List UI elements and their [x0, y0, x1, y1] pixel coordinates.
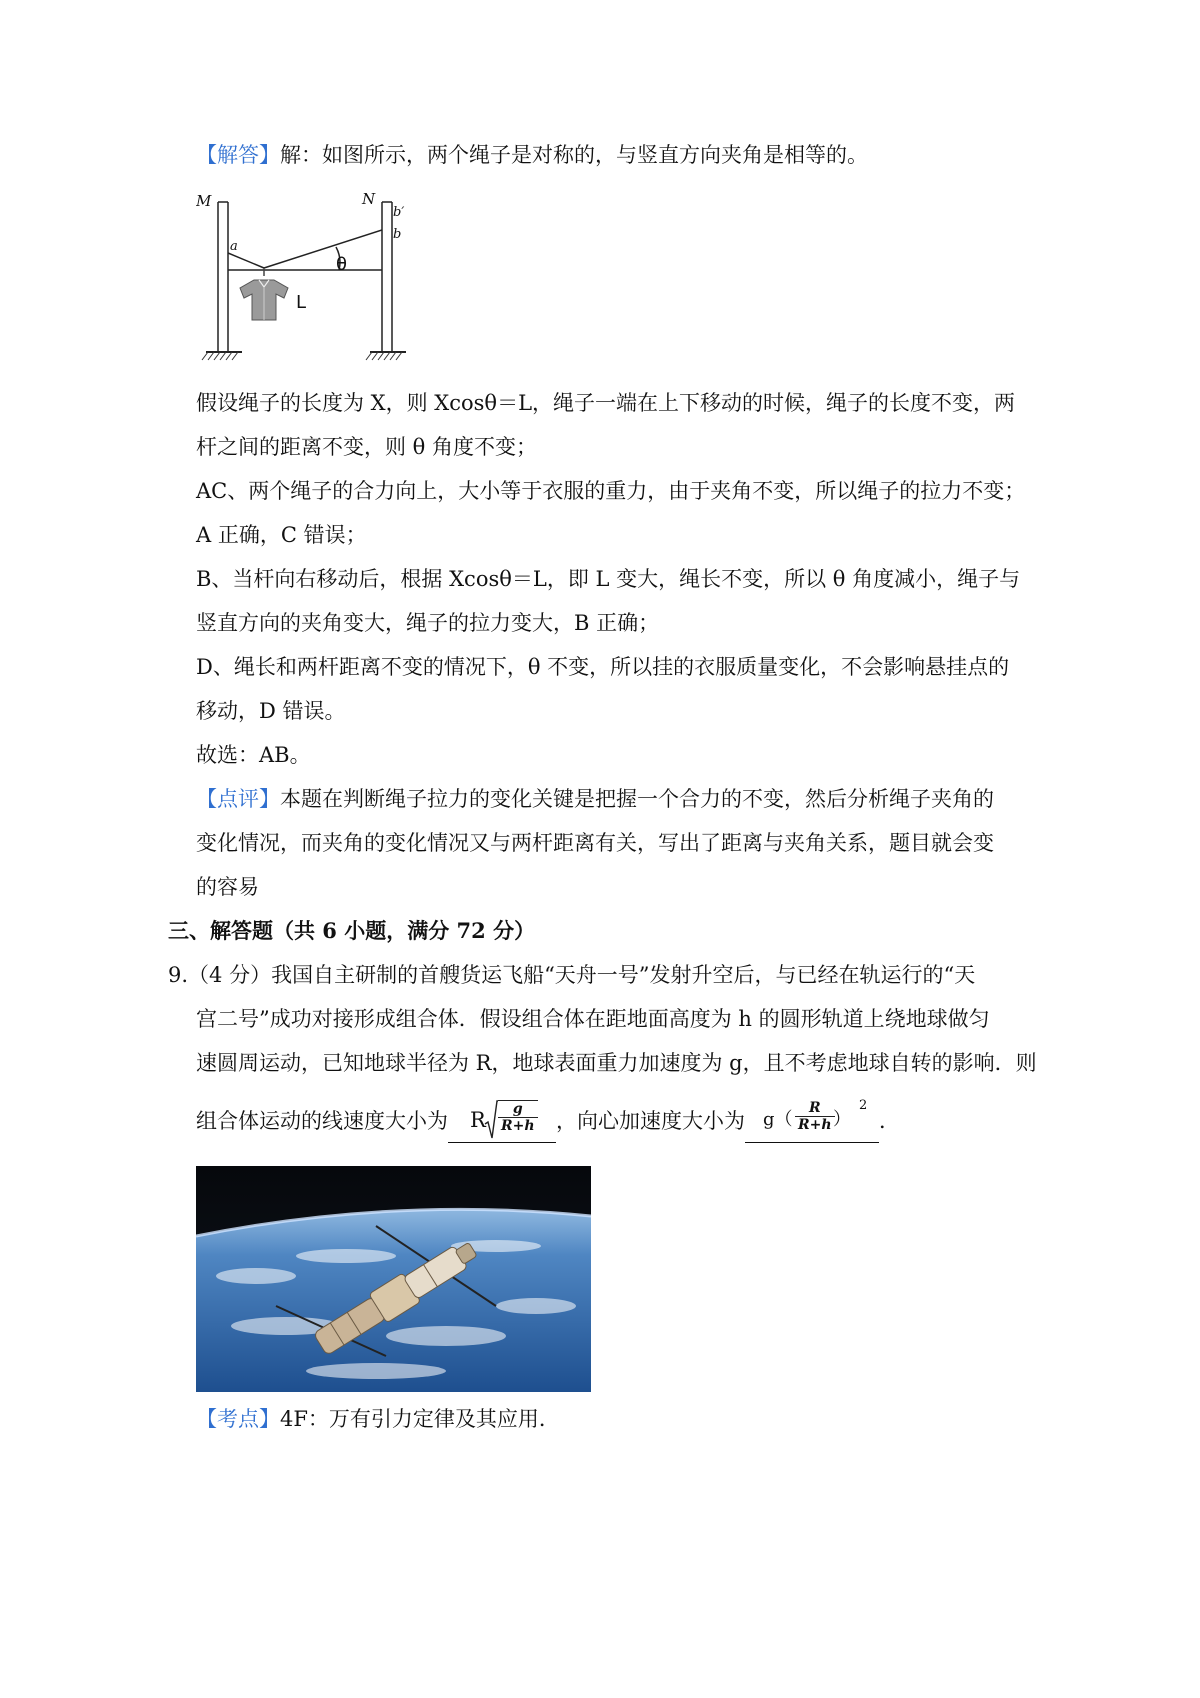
ans1-numerator: g: [498, 1101, 538, 1118]
exam-point-text: 4F：万有引力定律及其应用．: [280, 1407, 560, 1431]
exam-point-tag: 【考点】: [196, 1407, 280, 1431]
label-b: b: [393, 227, 402, 242]
label-L: L: [296, 292, 307, 313]
para-3-line-2: 竖直方向的夹角变大，绳子的拉力变大，B 正确；: [196, 611, 660, 635]
solution-tag: 【解答】: [196, 143, 280, 167]
sqrt-sign-icon: [484, 1100, 498, 1140]
spacecraft-earth-image: [196, 1166, 591, 1392]
question-9-line-3: 速圆周运动，已知地球半径为 R，地球表面重力加速度为 g，且不考虑地球自转的影响．则: [196, 1051, 1037, 1075]
label-theta: θ: [336, 254, 348, 275]
label-bprime: b′: [393, 205, 405, 220]
para-1-line-1: 假设绳子的长度为 X，则 Xcosθ＝L，绳子一端在上下移动的时候，绳子的长度不变，两: [196, 391, 1016, 415]
comment-tag: 【点评】: [196, 787, 280, 811]
ans2-fraction: [795, 1100, 835, 1133]
para-4-line-1: D、绳长和两杆距离不变的情况下，θ 不变，所以挂的衣服质量变化，不会影响悬挂点的: [196, 655, 1010, 679]
comment-line-2: 变化情况，而夹角的变化情况又与两杆距离有关，写出了距离与夹角关系，题目就会变: [196, 831, 994, 855]
ans1-fraction: [498, 1100, 538, 1134]
ans2-denominator: R+h: [798, 1117, 832, 1133]
label-N: N: [362, 190, 376, 208]
answer-blank-velocity: [448, 1098, 556, 1143]
ans1-denominator: R+h: [501, 1118, 535, 1134]
para-3-line-1: B、当杆向右移动后，根据 Xcosθ＝L，即 L 变大，绳长不变，所以 θ 角度减小，绳子与: [196, 567, 1021, 591]
shirt-icon: [240, 268, 288, 320]
answer-blank-acceleration: [745, 1098, 879, 1143]
section-3-heading: 三、解答题（共 6 小题，满分 72 分）: [168, 918, 536, 943]
comment-line-1: [196, 784, 994, 814]
answer-line: 故选：AB。: [196, 743, 311, 767]
question-9-line-4: [196, 1098, 900, 1143]
comment-line-3: 的容易: [196, 875, 259, 899]
q9-line4-text-b: ，向心加速度大小为: [556, 1109, 745, 1133]
clothesline-diagram: [196, 188, 426, 370]
ans2-g: g（: [763, 1109, 793, 1130]
q9-line4-text-a: 组合体运动的线速度大小为: [196, 1109, 448, 1133]
para-2-line-1: AC、两个绳子的合力向上，大小等于衣服的重力，由于夹角不变，所以绳子的拉力不变；: [196, 479, 1026, 503]
solution-intro-text: 解：如图所示，两个绳子是对称的，与竖直方向夹角是相等的。: [280, 143, 868, 167]
ans1-R: R: [470, 1108, 486, 1132]
question-9-line-1: 9.（4 分）我国自主研制的首艘货运飞船“天舟一号”发射升空后，与已经在轨运行的“天: [168, 963, 976, 987]
solution-intro: [196, 140, 868, 170]
q9-line4-end: ．: [879, 1109, 900, 1133]
comment-text-1: 本题在判断绳子拉力的变化关键是把握一个合力的不变，然后分析绳子夹角的: [280, 787, 994, 811]
para-4-line-2: 移动，D 错误。: [196, 699, 346, 723]
exam-point-line: [196, 1404, 560, 1434]
ans2-numerator: R: [795, 1100, 835, 1117]
ans2-close: ）: [833, 1109, 851, 1130]
label-a: a: [230, 239, 238, 254]
para-2-line-2: A 正确，C 错误；: [196, 523, 367, 547]
para-1-line-2: 杆之间的距离不变，则 θ 角度不变；: [196, 435, 537, 459]
label-M: M: [196, 192, 212, 210]
ans2-exponent: 2: [859, 1098, 868, 1113]
question-9-line-2: 宫二号”成功对接形成组合体．假设组合体在距地面高度为 h 的圆形轨道上绕地球做匀: [196, 1007, 990, 1031]
